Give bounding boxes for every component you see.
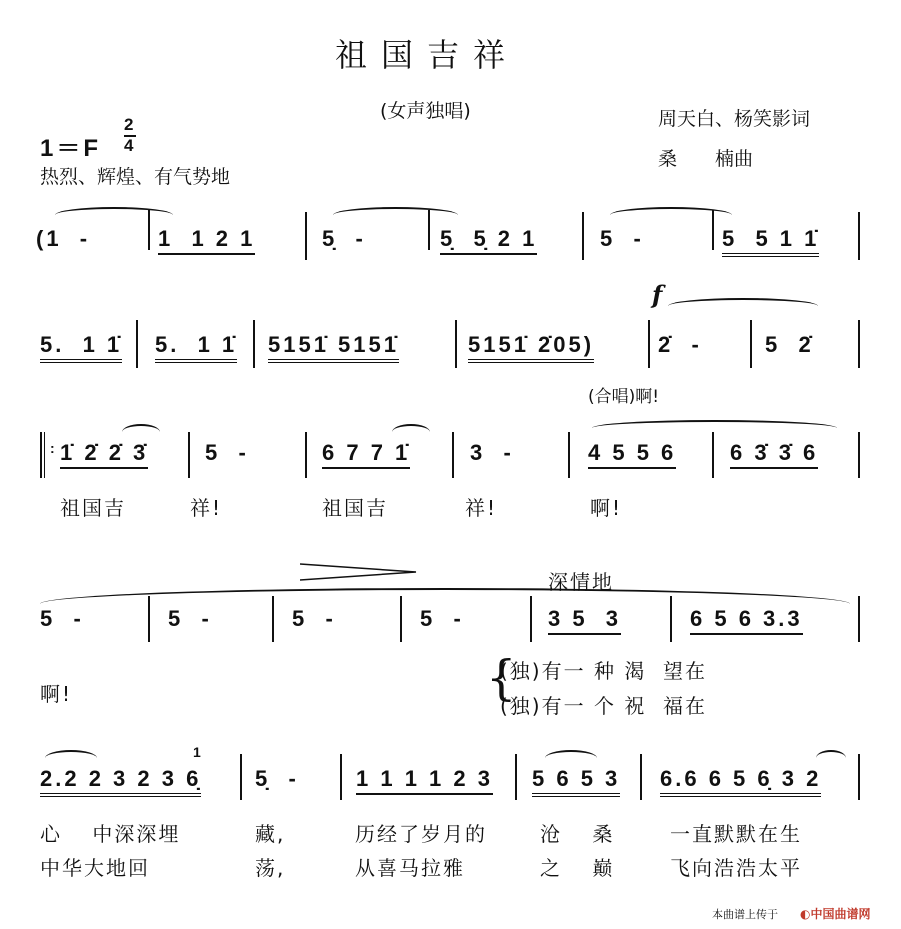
- lyric: 祥!: [465, 496, 498, 520]
- measure: 5̣ -: [255, 766, 299, 791]
- measure: 5̣ -: [322, 226, 366, 251]
- measure: 5 2̇: [765, 332, 814, 357]
- measure: 5 -: [205, 440, 249, 465]
- slur: [816, 750, 846, 766]
- song-title: 祖国吉祥: [335, 36, 520, 74]
- barline: [136, 320, 138, 368]
- measure: 1 1 2 1: [158, 226, 255, 252]
- lyric: 祥!: [190, 496, 223, 520]
- barline: [515, 754, 517, 800]
- time-bottom: 4: [124, 136, 137, 155]
- lyric: 飞向浩浩太平: [670, 856, 802, 880]
- measure: (1 -: [36, 226, 91, 251]
- lyric-verse2: (独)有一 个 祝 福在: [500, 694, 708, 718]
- lyric: 藏,: [255, 822, 286, 846]
- lyric-verse1: (独)有一 种 渴 望在: [500, 659, 708, 683]
- barline: [712, 432, 714, 478]
- barline: [582, 212, 584, 260]
- dynamic-forte: f: [652, 280, 663, 309]
- verse-brace: {: [486, 650, 517, 706]
- key-signature: 1＝F: [40, 135, 102, 162]
- measure: 2.2 2 3 2 3 6̣: [40, 766, 201, 792]
- lyric: 啊!: [40, 682, 73, 706]
- barline: [305, 432, 307, 478]
- logo-icon: ◐: [800, 907, 811, 921]
- slur: [45, 750, 97, 766]
- measure: 5151̇ 2̇05): [468, 332, 594, 358]
- lyric: 一直默默在生: [670, 822, 802, 846]
- barline: [340, 754, 342, 800]
- time-signature: [124, 116, 136, 154]
- tie: [333, 207, 458, 223]
- expression-mark: 热烈、辉煌、有气势地: [40, 166, 231, 188]
- lyric: 沧 桑: [540, 822, 615, 846]
- barline: [188, 432, 190, 478]
- measure: 5 5 1 1̇: [722, 226, 819, 252]
- repeat-start-barline: [40, 432, 42, 478]
- slur: [545, 750, 597, 766]
- barline: [272, 596, 274, 642]
- barline: [670, 596, 672, 642]
- measure: 6 3̇ 3̇ 6: [730, 440, 818, 466]
- slur: [122, 424, 160, 440]
- lyricist: 周天白、杨笑影词: [658, 108, 811, 130]
- lyric: 荡,: [255, 856, 286, 880]
- composer: 桑 楠曲: [658, 148, 754, 170]
- barline: [240, 754, 242, 800]
- barline: [452, 432, 454, 478]
- lyric: 中华大地回: [40, 856, 150, 880]
- measure: 1 1 1 1 2 3: [356, 766, 493, 792]
- measure: 5. 1 1̇: [40, 332, 122, 358]
- chorus-label: (合唱)啊!: [588, 387, 660, 407]
- barline: [253, 320, 255, 368]
- measure: 3 5 3: [548, 606, 621, 632]
- barline: [648, 320, 650, 368]
- measure: 5 -: [292, 606, 336, 631]
- barline: [858, 596, 860, 642]
- slur: [592, 420, 837, 436]
- subtitle: (女声独唱): [380, 100, 471, 122]
- tempo-mark: 深情地: [548, 570, 614, 594]
- slur: [40, 588, 850, 604]
- barline: [750, 320, 752, 368]
- measure: 5 -: [168, 606, 212, 631]
- barline: [455, 320, 457, 368]
- measure: 5 -: [40, 606, 84, 631]
- measure: 5151̇ 5151̇: [268, 332, 399, 358]
- barline: [858, 212, 860, 260]
- barline: [148, 596, 150, 642]
- footer-brand: 中国曲谱网: [810, 907, 871, 921]
- measure: 5 -: [420, 606, 464, 631]
- lyric: 心 中深深埋: [40, 822, 181, 846]
- measure: 6 5 6 3.3: [690, 606, 803, 632]
- measure: 6 7 7 1̇: [322, 440, 410, 466]
- footer-logo[interactable]: [800, 905, 871, 922]
- measure: 5. 1 1̇: [155, 332, 237, 358]
- barline: [640, 754, 642, 800]
- crescendo-hairpin: [300, 562, 418, 582]
- lyric: 历经了岁月的: [355, 822, 487, 846]
- grace-note: 1: [193, 744, 204, 760]
- barline: [305, 212, 307, 260]
- lyric: 啊!: [590, 496, 623, 520]
- measure: 5 -: [600, 226, 644, 251]
- measure: 3 -: [470, 440, 514, 465]
- lyric: 之 巅: [540, 856, 615, 880]
- footer-text: 本曲谱上传于: [712, 908, 778, 921]
- tie: [55, 207, 173, 223]
- repeat-start-barline: [44, 432, 45, 478]
- tie: [668, 298, 818, 314]
- lyric: 祖国吉: [60, 496, 126, 520]
- slur: [392, 424, 430, 440]
- measure: 5 6 5 3: [532, 766, 620, 792]
- lyric: 祖国吉: [322, 496, 388, 520]
- tie: [610, 207, 732, 223]
- time-top: 2: [124, 116, 136, 137]
- barline: [400, 596, 402, 642]
- barline: [568, 432, 570, 478]
- lyric: 从喜马拉雅: [355, 856, 465, 880]
- barline: [858, 754, 860, 800]
- measure: 6.6 6 5 6̣ 3 2: [660, 766, 821, 792]
- measure: 1̇ 2̇ 2̇ 3̇: [60, 440, 148, 466]
- measure: 4 5 5 6: [588, 440, 676, 466]
- barline: [530, 596, 532, 642]
- barline: [858, 320, 860, 368]
- repeat-dots: :: [50, 440, 58, 456]
- measure: 5̣ 5̣ 2 1: [440, 226, 537, 252]
- barline: [858, 432, 860, 478]
- measure: 2̇ -: [658, 332, 702, 357]
